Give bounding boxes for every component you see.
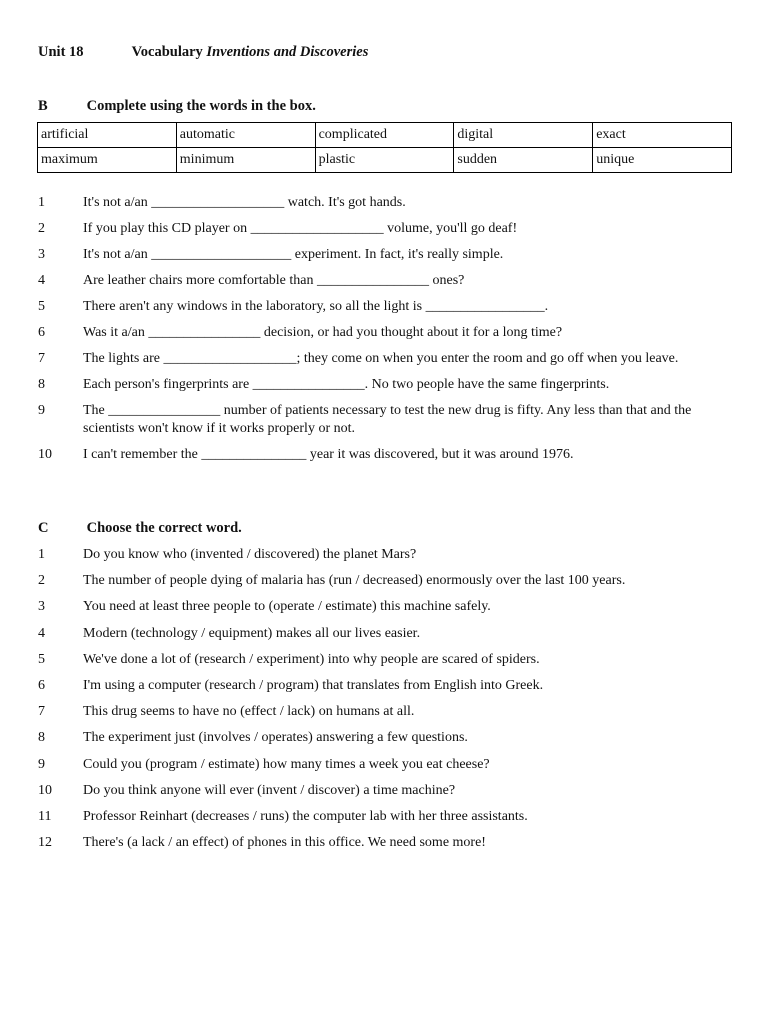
page-header xyxy=(38,44,368,61)
item-text: Professor Reinhart (decreases / runs) the computer lab with her three assistants. xyxy=(83,808,528,824)
item-number: 6 xyxy=(38,677,45,693)
item-number: 2 xyxy=(38,573,45,589)
word-box xyxy=(37,122,732,173)
word-box-cell: maximum xyxy=(38,148,177,173)
exercise-item xyxy=(38,625,738,643)
item-number: 6 xyxy=(38,325,45,340)
exercise-item xyxy=(38,402,738,438)
item-text: Modern (technology / equipment) makes all our lives easier. xyxy=(83,625,421,641)
item-number: 12 xyxy=(38,835,52,851)
section-b-instruction: Complete using the words in the box. xyxy=(86,98,316,114)
section-c-letter: C xyxy=(38,520,49,536)
exercise-item xyxy=(38,376,738,394)
exercise-item xyxy=(38,220,738,238)
item-text: Do you think anyone will ever (invent / discover) a time machine? xyxy=(83,782,456,798)
exercise-item xyxy=(38,651,738,669)
exercise-item xyxy=(38,246,738,264)
item-number: 11 xyxy=(38,808,52,824)
item-text: I can't remember the _______________ year it was discovered, but it was around 1976. xyxy=(83,447,574,462)
item-text: The lights are ___________________; they come on when you enter the room and go off when you leave. xyxy=(83,351,679,366)
exercise-item xyxy=(38,782,738,800)
item-text: You need at least three people to (operate / estimate) this machine safely. xyxy=(83,599,491,615)
item-text: If you play this CD player on ___________________ volume, you'll go deaf! xyxy=(83,221,518,236)
item-text: It's not a/an ___________________ watch. It's got hands. xyxy=(83,195,406,210)
exercise-item xyxy=(38,729,738,747)
exercise-item xyxy=(38,272,738,290)
item-text: Do you know who (invented / discovered) the planet Mars? xyxy=(83,547,417,562)
item-text: The experiment just (involves / operates) answering a few questions. xyxy=(83,730,468,746)
word-box-cell: minimum xyxy=(176,148,315,173)
item-text: The number of people dying of malaria has (run / decreased) enormously over the last 100 years. xyxy=(83,573,626,589)
exercise-item xyxy=(38,298,738,316)
exercise-item xyxy=(38,446,738,464)
exercise-item xyxy=(38,677,738,695)
exercise-item xyxy=(38,546,738,564)
topic-title: Inventions and Discoveries xyxy=(206,44,369,60)
section-b-letter: B xyxy=(38,98,48,114)
vocabulary-label: Vocabulary xyxy=(131,44,203,60)
item-text: It's not a/an ____________________ experiment. In fact, it's really simple. xyxy=(83,247,504,262)
item-text: There aren't any windows in the laboratory, so all the light is _________________. xyxy=(83,299,549,314)
item-number: 1 xyxy=(38,547,45,562)
item-text: Could you (program / estimate) how many times a week you eat cheese? xyxy=(83,756,490,772)
word-box-cell: exact xyxy=(593,123,732,148)
item-number: 2 xyxy=(38,221,45,236)
item-number: 10 xyxy=(38,447,52,462)
word-box-row xyxy=(38,148,732,173)
section-c-instruction: Choose the correct word. xyxy=(86,520,242,536)
word-box-cell: artificial xyxy=(38,123,177,148)
item-text: I'm using a computer (research / program) that translates from English into Greek. xyxy=(83,677,544,693)
item-number: 8 xyxy=(38,730,45,746)
item-number: 9 xyxy=(38,756,45,772)
section-c-heading xyxy=(38,520,242,537)
word-box-cell: automatic xyxy=(176,123,315,148)
item-number: 5 xyxy=(38,651,45,667)
exercise-item xyxy=(38,703,738,721)
item-number: 3 xyxy=(38,247,45,262)
exercise-item xyxy=(38,324,738,342)
item-number: 4 xyxy=(38,273,45,288)
exercise-item xyxy=(38,572,738,590)
exercise-item xyxy=(38,598,738,616)
item-text: Are leather chairs more comfortable than ________________ ones? xyxy=(83,273,465,288)
word-box-row xyxy=(38,123,732,148)
item-text: There's (a lack / an effect) of phones in this office. We need some more! xyxy=(83,835,486,851)
item-text: Each person's fingerprints are ________________. No two people have the same fingerprints. xyxy=(83,377,610,392)
section-c-list xyxy=(38,546,738,860)
section-b-heading xyxy=(38,98,316,115)
item-number: 8 xyxy=(38,377,45,392)
exercise-item xyxy=(38,194,738,212)
item-number: 5 xyxy=(38,299,45,314)
exercise-item xyxy=(38,350,738,368)
word-box-cell: unique xyxy=(593,148,732,173)
item-number: 4 xyxy=(38,625,45,641)
word-box-cell: plastic xyxy=(315,148,454,173)
item-text: The ________________ number of patients necessary to test the new drug is fifty. Any less than that and the scientists won't know if it works properly or not. xyxy=(83,403,695,436)
item-number: 9 xyxy=(38,403,45,418)
item-text: Was it a/an ________________ decision, or had you thought about it for a long time? xyxy=(83,325,563,340)
item-text: We've done a lot of (research / experiment) into why people are scared of spiders. xyxy=(83,651,540,667)
item-number: 10 xyxy=(38,782,52,798)
unit-label: Unit 18 xyxy=(38,44,84,60)
word-box-cell: sudden xyxy=(454,148,593,173)
section-b-list xyxy=(38,194,738,472)
exercise-item xyxy=(38,808,738,826)
item-text: This drug seems to have no (effect / lack) on humans at all. xyxy=(83,704,415,720)
item-number: 3 xyxy=(38,599,45,615)
exercise-item xyxy=(38,834,738,852)
item-number: 1 xyxy=(38,195,45,210)
word-box-cell: complicated xyxy=(315,123,454,148)
item-number: 7 xyxy=(38,704,45,720)
word-box-cell: digital xyxy=(454,123,593,148)
exercise-item xyxy=(38,756,738,774)
item-number: 7 xyxy=(38,351,45,366)
